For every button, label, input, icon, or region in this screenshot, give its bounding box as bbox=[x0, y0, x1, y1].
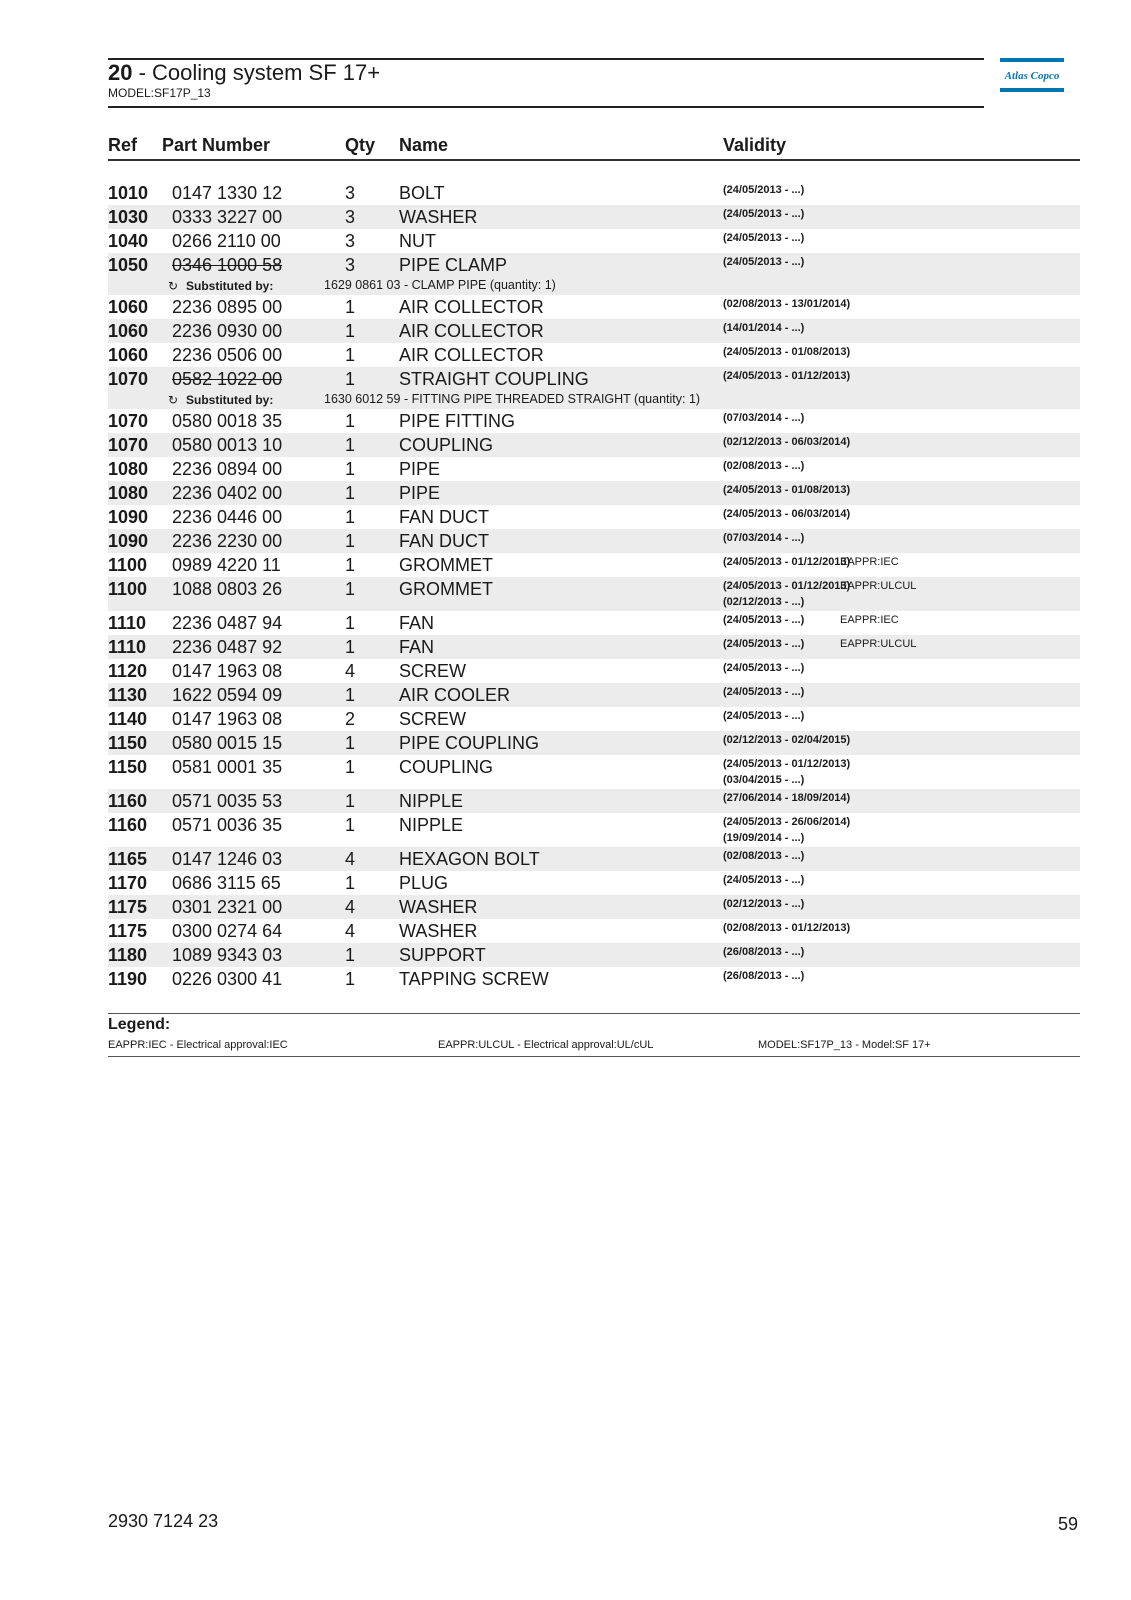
validity-cell: (07/03/2014 - ...) bbox=[723, 412, 805, 424]
validity-cell: (26/08/2013 - ...) bbox=[723, 970, 805, 982]
part-number-cell: 0147 1246 03 bbox=[172, 849, 283, 869]
name-cell: SCREW bbox=[399, 661, 466, 681]
part-number-cell: 2236 0402 00 bbox=[172, 483, 283, 503]
qty-cell: 1 bbox=[345, 815, 356, 835]
approval-note: EAPPR:IEC bbox=[840, 556, 899, 568]
ref-cell: 1150 bbox=[108, 757, 148, 777]
part-number-cell: 0147 1963 08 bbox=[172, 661, 283, 681]
qty-cell: 1 bbox=[345, 297, 356, 317]
qty-cell: 3 bbox=[345, 231, 356, 251]
validity-cell: (14/01/2014 - ...) bbox=[723, 322, 805, 334]
table-row bbox=[108, 813, 1080, 847]
qty-cell: 1 bbox=[345, 613, 356, 633]
part-number-cell: 2236 2230 00 bbox=[172, 531, 283, 551]
validity-cell: (24/05/2013 - ...) bbox=[723, 874, 805, 886]
svg-text:Atlas Copco: Atlas Copco bbox=[1004, 70, 1060, 82]
ref-cell: 1190 bbox=[108, 969, 148, 989]
ref-cell: 1070 bbox=[108, 411, 149, 431]
table-row bbox=[108, 481, 1080, 505]
substitute-part: 1629 0861 03 - CLAMP PIPE (quantity: 1) bbox=[324, 278, 556, 292]
validity-cell: (24/05/2013 - ...) bbox=[723, 686, 805, 698]
validity-cell: (24/05/2013 - ...) bbox=[723, 208, 805, 220]
name-cell: FAN bbox=[399, 613, 435, 633]
name-cell: PIPE bbox=[399, 459, 441, 479]
validity-cell: (24/05/2013 - 01/12/2013) bbox=[723, 556, 851, 568]
table-row bbox=[108, 529, 1080, 553]
part-number-cell: 1622 0594 09 bbox=[172, 685, 283, 705]
ref-cell: 1090 bbox=[108, 531, 149, 551]
qty-cell: 1 bbox=[345, 637, 356, 657]
legend bbox=[108, 1013, 1080, 1057]
qty-cell: 1 bbox=[345, 345, 356, 365]
ref-cell: 1165 bbox=[108, 849, 148, 869]
table-row bbox=[108, 731, 1080, 755]
part-number-cell: 1089 9343 03 bbox=[172, 945, 283, 965]
page-number: 59 bbox=[1058, 1514, 1079, 1534]
validity-cell: (24/05/2013 - 01/12/2013) bbox=[723, 370, 851, 382]
approval-note: EAPPR:ULCUL bbox=[840, 638, 917, 650]
name-cell: PIPE FITTING bbox=[399, 411, 516, 431]
qty-cell: 1 bbox=[345, 685, 356, 705]
validity-cell-2: (19/09/2014 - ...) bbox=[723, 832, 805, 844]
ref-cell: 1110 bbox=[108, 637, 147, 657]
part-number-cell: 0686 3115 65 bbox=[172, 873, 281, 893]
qty-cell: 3 bbox=[345, 183, 356, 203]
table-row bbox=[108, 707, 1080, 731]
validity-cell: (02/08/2013 - 01/12/2013) bbox=[723, 922, 851, 934]
table-row bbox=[108, 553, 1080, 577]
ref-cell: 1070 bbox=[108, 369, 149, 389]
part-number-cell: 0571 0036 35 bbox=[172, 815, 283, 835]
approval-note: EAPPR:ULCUL bbox=[840, 580, 917, 592]
name-cell: WASHER bbox=[399, 207, 478, 227]
qty-cell: 3 bbox=[345, 255, 356, 275]
parts-table bbox=[108, 181, 1080, 991]
table-row bbox=[108, 895, 1080, 919]
name-cell: AIR COOLER bbox=[399, 685, 511, 705]
validity-cell: (24/05/2013 - ...) bbox=[723, 710, 805, 722]
ref-cell: 1175 bbox=[108, 921, 148, 941]
part-number-cell: 0300 0274 64 bbox=[172, 921, 283, 941]
substituted-label: Substituted by: bbox=[186, 279, 274, 293]
atlas-copco-logo bbox=[1000, 58, 1064, 94]
table-row bbox=[108, 181, 1080, 205]
name-cell: FAN DUCT bbox=[399, 531, 489, 551]
qty-cell: 1 bbox=[345, 945, 356, 965]
table-row bbox=[108, 635, 1080, 659]
validity-cell: (24/05/2013 - 01/12/2013) bbox=[723, 758, 851, 770]
name-cell: COUPLING bbox=[399, 757, 494, 777]
validity-cell: (24/05/2013 - 01/12/2013) bbox=[723, 580, 851, 592]
validity-cell: (02/12/2013 - ...) bbox=[723, 898, 805, 910]
validity-cell: (02/08/2013 - 13/01/2014) bbox=[723, 298, 851, 310]
validity-cell: (24/05/2013 - ...) bbox=[723, 638, 805, 650]
table-header bbox=[108, 133, 1080, 161]
qty-cell: 1 bbox=[345, 459, 356, 479]
qty-cell: 1 bbox=[345, 531, 356, 551]
qty-cell: 4 bbox=[345, 849, 356, 869]
name-cell: BOLT bbox=[399, 183, 445, 203]
validity-cell: (26/08/2013 - ...) bbox=[723, 946, 805, 958]
qty-cell: 1 bbox=[345, 321, 356, 341]
ref-cell: 1180 bbox=[108, 945, 148, 965]
ref-cell: 1100 bbox=[108, 555, 148, 575]
table-row bbox=[108, 577, 1080, 611]
qty-cell: 1 bbox=[345, 507, 356, 527]
validity-cell: (24/05/2013 - ...) bbox=[723, 256, 805, 268]
name-cell: STRAIGHT COUPLING bbox=[399, 369, 589, 389]
part-number-cell: 0989 4220 11 bbox=[172, 555, 281, 575]
name-cell: NIPPLE bbox=[399, 815, 464, 835]
name-cell: AIR COLLECTOR bbox=[399, 321, 544, 341]
name-cell: AIR COLLECTOR bbox=[399, 297, 544, 317]
part-number-cell: 0346 1000 58 bbox=[172, 255, 283, 275]
name-cell: PIPE bbox=[399, 483, 441, 503]
col-part-number: Part Number bbox=[162, 135, 271, 155]
validity-cell: (24/05/2013 - 01/08/2013) bbox=[723, 484, 851, 496]
name-cell: PIPE COUPLING bbox=[399, 733, 540, 753]
part-number-cell: 0581 0001 35 bbox=[172, 757, 283, 777]
part-number-cell: 0580 0015 15 bbox=[172, 733, 283, 753]
table-row bbox=[108, 205, 1080, 229]
table-row bbox=[108, 847, 1080, 871]
qty-cell: 1 bbox=[345, 873, 356, 893]
validity-cell: (24/05/2013 - 01/08/2013) bbox=[723, 346, 851, 358]
name-cell: HEXAGON BOLT bbox=[399, 849, 540, 869]
table-row bbox=[108, 943, 1080, 967]
part-number-cell: 2236 0930 00 bbox=[172, 321, 283, 341]
table-row bbox=[108, 457, 1080, 481]
qty-cell: 1 bbox=[345, 579, 356, 599]
table-row bbox=[108, 505, 1080, 529]
section-title: - Cooling system SF 17+ bbox=[132, 60, 381, 85]
validity-cell-2: (02/12/2013 - ...) bbox=[723, 596, 805, 608]
validity-cell: (24/05/2013 - ...) bbox=[723, 184, 805, 196]
validity-cell: (24/05/2013 - 26/06/2014) bbox=[723, 816, 851, 828]
ref-cell: 1160 bbox=[108, 791, 148, 811]
qty-cell: 1 bbox=[345, 791, 356, 811]
validity-cell-2: (03/04/2015 - ...) bbox=[723, 774, 805, 786]
ref-cell: 1110 bbox=[108, 613, 147, 633]
table-row bbox=[108, 683, 1080, 707]
qty-cell: 1 bbox=[345, 369, 356, 389]
part-number-cell: 2236 0446 00 bbox=[172, 507, 283, 527]
ref-cell: 1100 bbox=[108, 579, 148, 599]
approval-note: EAPPR:IEC bbox=[840, 614, 899, 626]
name-cell: PLUG bbox=[399, 873, 449, 893]
qty-cell: 4 bbox=[345, 661, 356, 681]
legend-item: EAPPR:IEC - Electrical approval:IEC bbox=[108, 1039, 288, 1051]
name-cell: TAPPING SCREW bbox=[399, 969, 549, 989]
table-row bbox=[108, 253, 1080, 295]
part-number-cell: 2236 0894 00 bbox=[172, 459, 283, 479]
name-cell: AIR COLLECTOR bbox=[399, 345, 544, 365]
legend-item: EAPPR:ULCUL - Electrical approval:UL/cUL bbox=[438, 1039, 654, 1051]
name-cell: FAN DUCT bbox=[399, 507, 489, 527]
validity-cell: (07/03/2014 - ...) bbox=[723, 532, 805, 544]
name-cell: NIPPLE bbox=[399, 791, 464, 811]
name-cell: PIPE CLAMP bbox=[399, 255, 508, 275]
ref-cell: 1080 bbox=[108, 459, 149, 479]
part-number-cell: 0266 2110 00 bbox=[172, 231, 281, 251]
ref-cell: 1170 bbox=[108, 873, 148, 893]
col-validity: Validity bbox=[723, 135, 787, 155]
validity-cell: (02/08/2013 - ...) bbox=[723, 460, 805, 472]
part-number-cell: 2236 0506 00 bbox=[172, 345, 283, 365]
qty-cell: 4 bbox=[345, 897, 356, 917]
ref-cell: 1175 bbox=[108, 897, 148, 917]
table-row bbox=[108, 967, 1080, 991]
legend-title: Legend: bbox=[108, 1016, 171, 1033]
ref-cell: 1070 bbox=[108, 435, 149, 455]
col-ref: Ref bbox=[108, 135, 138, 155]
part-number-cell: 0333 3227 00 bbox=[172, 207, 283, 227]
name-cell: NUT bbox=[399, 231, 436, 251]
table-row bbox=[108, 319, 1080, 343]
substituted-label: Substituted by: bbox=[186, 393, 274, 407]
ref-cell: 1150 bbox=[108, 733, 148, 753]
ref-cell: 1120 bbox=[108, 661, 148, 681]
qty-cell: 1 bbox=[345, 435, 356, 455]
name-cell: COUPLING bbox=[399, 435, 494, 455]
qty-cell: 2 bbox=[345, 709, 356, 729]
table-row bbox=[108, 755, 1080, 789]
validity-cell: (24/05/2013 - ...) bbox=[723, 662, 805, 674]
name-cell: SUPPORT bbox=[399, 945, 486, 965]
name-cell: WASHER bbox=[399, 921, 478, 941]
ref-cell: 1130 bbox=[108, 685, 148, 705]
table-row bbox=[108, 919, 1080, 943]
validity-cell: (02/12/2013 - 02/04/2015) bbox=[723, 734, 851, 746]
part-number-cell: 2236 0895 00 bbox=[172, 297, 283, 317]
ref-cell: 1080 bbox=[108, 483, 149, 503]
validity-cell: (24/05/2013 - 06/03/2014) bbox=[723, 508, 851, 520]
part-number-cell: 0147 1330 12 bbox=[172, 183, 283, 203]
ref-cell: 1060 bbox=[108, 297, 149, 317]
part-number-cell: 2236 0487 94 bbox=[172, 613, 283, 633]
table-row bbox=[108, 789, 1080, 813]
table-row bbox=[108, 611, 1080, 635]
qty-cell: 1 bbox=[345, 757, 356, 777]
refresh-icon: ↻ bbox=[168, 279, 179, 293]
refresh-icon: ↻ bbox=[168, 393, 179, 407]
table-row bbox=[108, 871, 1080, 895]
model-code: MODEL:SF17P_13 bbox=[108, 86, 211, 100]
table-row bbox=[108, 343, 1080, 367]
ref-cell: 1030 bbox=[108, 207, 149, 227]
qty-cell: 1 bbox=[345, 969, 356, 989]
part-number-cell: 0226 0300 41 bbox=[172, 969, 283, 989]
col-qty: Qty bbox=[345, 135, 376, 155]
part-number-cell: 2236 0487 92 bbox=[172, 637, 283, 657]
ref-cell: 1060 bbox=[108, 321, 149, 341]
validity-cell: (02/12/2013 - 06/03/2014) bbox=[723, 436, 851, 448]
qty-cell: 1 bbox=[345, 733, 356, 753]
qty-cell: 4 bbox=[345, 921, 356, 941]
section-number: 20 bbox=[108, 60, 133, 85]
part-number-cell: 0301 2321 00 bbox=[172, 897, 283, 917]
qty-cell: 1 bbox=[345, 411, 356, 431]
validity-cell: (27/06/2014 - 18/09/2014) bbox=[723, 792, 851, 804]
ref-cell: 1060 bbox=[108, 345, 149, 365]
validity-cell: (24/05/2013 - ...) bbox=[723, 614, 805, 626]
qty-cell: 1 bbox=[345, 555, 356, 575]
page-header bbox=[108, 58, 984, 108]
part-number-cell: 0582 1022 00 bbox=[172, 369, 283, 389]
part-number-cell: 1088 0803 26 bbox=[172, 579, 283, 599]
table-row bbox=[108, 409, 1080, 433]
name-cell: SCREW bbox=[399, 709, 466, 729]
ref-cell: 1160 bbox=[108, 815, 148, 835]
legend-item: MODEL:SF17P_13 - Model:SF 17+ bbox=[758, 1039, 931, 1051]
table-row bbox=[108, 433, 1080, 457]
ref-cell: 1010 bbox=[108, 183, 149, 203]
qty-cell: 3 bbox=[345, 207, 356, 227]
ref-cell: 1050 bbox=[108, 255, 149, 275]
name-cell: GROMMET bbox=[399, 555, 493, 575]
part-number-cell: 0147 1963 08 bbox=[172, 709, 283, 729]
substitute-part: 1630 6012 59 - FITTING PIPE THREADED STRAIGHT (quantity: 1) bbox=[324, 392, 701, 406]
table-row bbox=[108, 659, 1080, 683]
ref-cell: 1040 bbox=[108, 231, 149, 251]
validity-cell: (24/05/2013 - ...) bbox=[723, 232, 805, 244]
part-number-cell: 0580 0018 35 bbox=[172, 411, 283, 431]
name-cell: WASHER bbox=[399, 897, 478, 917]
table-row bbox=[108, 295, 1080, 319]
part-number-cell: 0571 0035 53 bbox=[172, 791, 283, 811]
page-title bbox=[108, 60, 380, 86]
table-row bbox=[108, 367, 1080, 409]
validity-cell: (02/08/2013 - ...) bbox=[723, 850, 805, 862]
part-number-cell: 0580 0013 10 bbox=[172, 435, 283, 455]
document-number: 2930 7124 23 bbox=[108, 1511, 219, 1531]
name-cell: GROMMET bbox=[399, 579, 493, 599]
col-name: Name bbox=[399, 135, 449, 155]
table-row bbox=[108, 229, 1080, 253]
name-cell: FAN bbox=[399, 637, 435, 657]
ref-cell: 1140 bbox=[108, 709, 148, 729]
ref-cell: 1090 bbox=[108, 507, 149, 527]
qty-cell: 1 bbox=[345, 483, 356, 503]
